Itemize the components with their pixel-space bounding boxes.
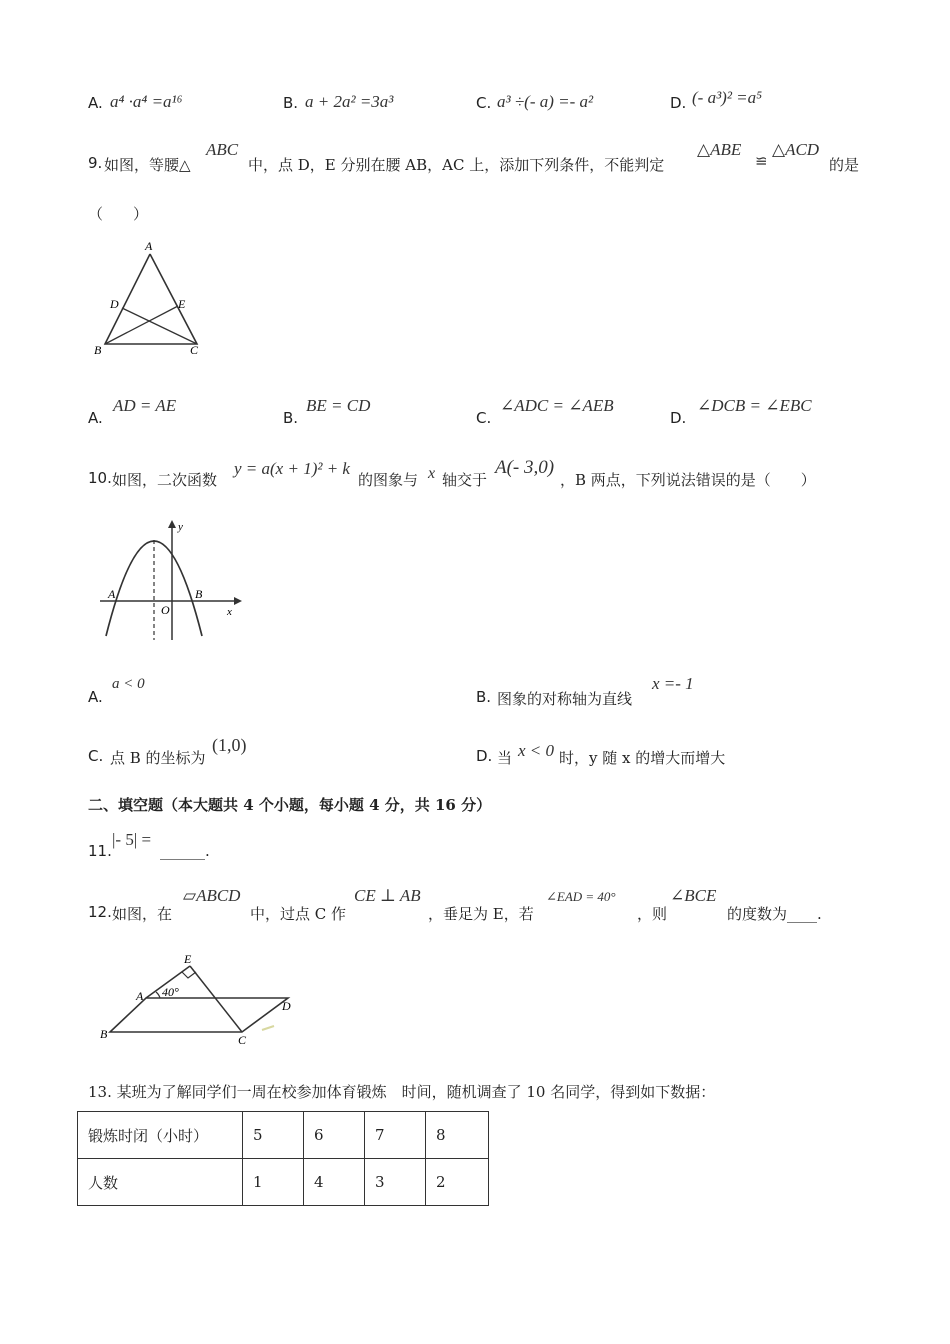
q12-math-angle-ead: ∠EAD = 40°	[546, 889, 616, 904]
table-cell: 6	[304, 1112, 365, 1159]
q10-number: 10.	[88, 469, 112, 487]
q9-option-a-label: A.	[88, 409, 103, 427]
table-cell: 1	[243, 1159, 304, 1206]
q10-option-d-expr: x < 0	[518, 741, 555, 760]
q12-number: 12.	[88, 903, 112, 921]
table-cell: 人数	[78, 1159, 243, 1206]
q12-fig-label-d: D	[282, 999, 291, 1013]
section-2-heading: 二、填空题（本大题共 4 个小题，每小题 4 分，共 16 分）	[88, 796, 492, 814]
q9-option-d-label: D.	[670, 409, 687, 427]
q9-fig-label-b: B	[94, 343, 102, 357]
table-row	[78, 1112, 489, 1159]
q9-math-abe: △ABE	[697, 140, 742, 159]
q10-option-d-text-1: 当	[497, 749, 513, 767]
q10-option-c-label: C.	[88, 747, 104, 765]
q10-option-c-expr: (1,0)	[212, 735, 247, 755]
q9-option-b-label: B.	[283, 409, 299, 427]
q10-fig-label-y: y	[178, 521, 183, 533]
q9-text-1: 如图，等腰△	[104, 156, 191, 174]
q10-option-d-label: D.	[476, 747, 493, 765]
q10-fig-label-o: O	[161, 603, 170, 617]
q8-option-c-expr: a³ ÷(- a) =- a²	[497, 92, 594, 111]
q8-option-c-label: C.	[476, 94, 492, 112]
q12-fig-label-angle: 40°	[162, 985, 179, 999]
q9-fig-label-e: E	[178, 297, 186, 311]
q10-point-a: A(- 3,0)	[495, 457, 555, 478]
q12-fig-label-e: E	[184, 952, 192, 966]
q12-text-4: ，则	[637, 905, 668, 923]
q10-fig-label-b: B	[195, 587, 203, 601]
q8-option-d-label: D.	[670, 94, 687, 112]
q12-fig-label-c: C	[238, 1033, 247, 1047]
q10-option-b-label: B.	[476, 688, 492, 706]
table-cell: 锻炼时闭（小时）	[78, 1112, 243, 1159]
q12-text-5: 的度数为____.	[727, 905, 822, 923]
q10-text-3: 轴交于	[442, 471, 488, 489]
q12-text-1: 如图，在	[112, 905, 173, 923]
q9-math-acd: △ACD	[772, 140, 820, 159]
q10-text-4: ，B 两点，下列说法错误的是（ ）	[560, 471, 816, 489]
q9-fig-label-a: A	[145, 239, 153, 253]
q9-text-3: 的是	[829, 156, 860, 174]
q9-option-c-label: C.	[476, 409, 492, 427]
q10-text-1: 如图，二次函数	[112, 471, 218, 489]
q9-congruent-symbol: ≌	[755, 154, 768, 170]
q10-option-c-text: 点 B 的坐标为	[110, 749, 206, 767]
table-cell: 2	[426, 1159, 489, 1206]
q9-answer-paren: （ ）	[88, 205, 149, 223]
q12-fig-label-b: B	[100, 1027, 108, 1041]
q10-option-b-expr: x =- 1	[652, 674, 694, 693]
q8-option-a-label: A.	[88, 94, 103, 112]
q12-parallelogram-figure	[98, 952, 298, 1048]
q9-number: 9.	[88, 154, 103, 172]
q9-fig-label-d: D	[110, 297, 119, 311]
q13-data-table	[77, 1111, 489, 1206]
q8-option-b-label: B.	[283, 94, 299, 112]
table-cell: 8	[426, 1112, 489, 1159]
q10-function-expr: y = a(x + 1)² + k	[234, 459, 350, 478]
q10-option-a-expr: a < 0	[112, 676, 145, 692]
q8-option-b-expr: a + 2a² =3a³	[305, 92, 394, 111]
q9-option-d-expr: ∠DCB = ∠EBC	[697, 396, 812, 415]
q9-option-b-expr: BE = CD	[306, 396, 371, 415]
q10-option-a-label: A.	[88, 688, 103, 706]
q9-text-2: 中，点 D，E 分别在腰 AB，AC 上，添加下列条件，不能判定	[248, 156, 665, 174]
q9-math-abc: ABC	[206, 140, 239, 159]
table-cell: 4	[304, 1159, 365, 1206]
q10-parabola-figure	[96, 516, 246, 646]
q10-text-2: 的图象与	[358, 471, 419, 489]
q12-math-angle-bce: ∠BCE	[670, 886, 717, 905]
q9-fig-label-c: C	[190, 343, 199, 357]
q9-triangle-figure	[90, 236, 210, 360]
q8-option-a-expr: a⁴ ·a⁴ =a¹⁶	[110, 92, 183, 111]
table-cell: 7	[365, 1112, 426, 1159]
q12-fig-label-a: A	[136, 989, 144, 1003]
q12-math-parallelogram: ▱ABCD	[183, 886, 241, 905]
q10-option-b-text: 图象的对称轴为直线	[497, 690, 633, 708]
table-row	[78, 1159, 489, 1206]
table-cell: 5	[243, 1112, 304, 1159]
q10-fig-label-a: A	[108, 587, 116, 601]
q10-math-x: x	[428, 465, 436, 482]
q11-number: 11.	[88, 842, 112, 860]
q11-answer-blank[interactable]: ______.	[160, 842, 210, 860]
q10-fig-label-x: x	[227, 606, 232, 618]
q12-text-2: 中，过点 C 作	[250, 905, 347, 923]
q9-option-a-expr: AD = AE	[113, 396, 177, 415]
q10-option-d-text-2: 时，y 随 x 的增大而增大	[559, 749, 726, 767]
q12-text-3: ，垂足为 E，若	[428, 905, 534, 923]
q11-expr: |- 5| =	[112, 830, 152, 849]
q13-text: 13. 某班为了解同学们一周在校参加体育锻炼 时间，随机调查了 10 名同学，得到如下数据：	[88, 1083, 716, 1101]
q9-option-c-expr: ∠ADC = ∠AEB	[500, 396, 614, 415]
table-cell: 3	[365, 1159, 426, 1206]
q8-option-d-expr: (- a³)² =a⁵	[692, 88, 763, 107]
q12-math-perpendicular: CE ⊥ AB	[354, 886, 421, 905]
